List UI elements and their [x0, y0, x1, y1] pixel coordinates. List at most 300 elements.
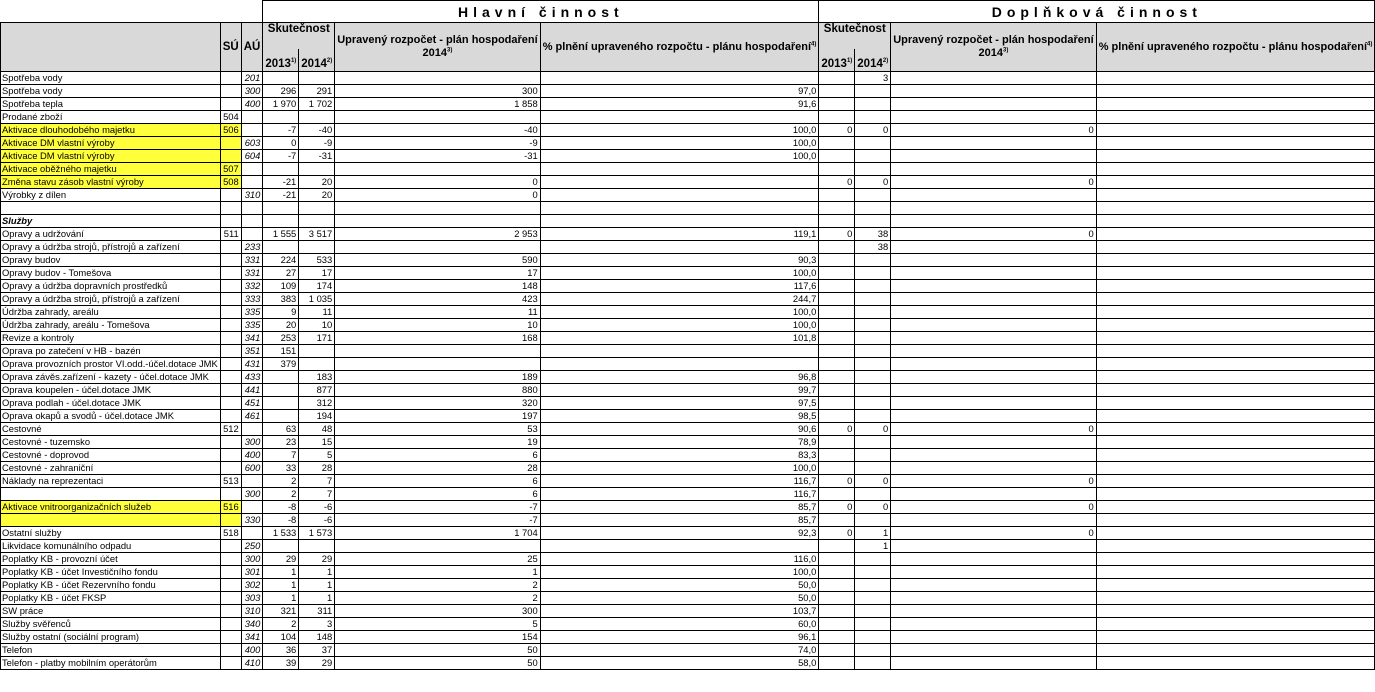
cell-au	[241, 124, 263, 137]
cell-side-percent	[1096, 436, 1375, 449]
cell-g	[891, 566, 1096, 579]
cell-b: 3 517	[299, 228, 335, 241]
cell-au: 300	[241, 436, 263, 449]
cell-e	[819, 644, 855, 657]
cell-au: 201	[241, 72, 263, 85]
cell-d	[540, 215, 819, 228]
cell-name: Prodané zboží	[1, 111, 221, 124]
cell-e	[819, 410, 855, 423]
cell-d: 117,6	[540, 280, 819, 293]
cell-au	[241, 423, 263, 436]
table-row	[1, 293, 1375, 306]
cell-e	[819, 189, 855, 202]
cell-f: 3	[855, 72, 891, 85]
cell-side-percent	[1096, 202, 1375, 215]
cell-side-percent	[1096, 267, 1375, 280]
cell-c: 1	[335, 566, 540, 579]
table-row	[1, 527, 1375, 540]
cell-b: 17	[299, 267, 335, 280]
cell-a: 27	[263, 267, 299, 280]
cell-f	[855, 319, 891, 332]
cell-b: 29	[299, 553, 335, 566]
cell-d	[540, 176, 819, 189]
cell-a	[263, 371, 299, 384]
cell-side-percent	[1096, 397, 1375, 410]
cell-g	[891, 540, 1096, 553]
cell-c: 2	[335, 579, 540, 592]
cell-a: 36	[263, 644, 299, 657]
cell-name: Telefon	[1, 644, 221, 657]
cell-e	[819, 579, 855, 592]
cell-name: Změna stavu zásob vlastní výroby	[1, 176, 221, 189]
header-plneni-side: % plnění upraveného rozpočtu - plánu hospodaření$^{4)}$	[1096, 23, 1375, 72]
cell-su	[220, 488, 241, 501]
cell-name: Spotřeba tepla	[1, 98, 221, 111]
cell-e	[819, 488, 855, 501]
cell-f	[855, 514, 891, 527]
cell-a: -21	[263, 176, 299, 189]
cell-g	[891, 267, 1096, 280]
table-row	[1, 462, 1375, 475]
cell-g	[891, 293, 1096, 306]
cell-g	[891, 462, 1096, 475]
cell-side-percent	[1096, 605, 1375, 618]
cell-f	[855, 189, 891, 202]
cell-au: 303	[241, 592, 263, 605]
cell-side-percent	[1096, 488, 1375, 501]
cell-side-percent	[1096, 579, 1375, 592]
cell-b: 171	[299, 332, 335, 345]
cell-d: 91,6	[540, 98, 819, 111]
cell-c: 0	[335, 189, 540, 202]
header-plneni-main: % plnění upraveného rozpočtu - plánu hospodaření$^{4)}$	[540, 23, 819, 72]
table-row	[1, 657, 1375, 670]
header-upraveny-main: Upravený rozpočet - plán hospodaření 2014$^{3)}$	[335, 23, 540, 72]
cell-c: -7	[335, 514, 540, 527]
cell-g	[891, 605, 1096, 618]
cell-c: 0	[335, 176, 540, 189]
cell-b: 194	[299, 410, 335, 423]
cell-g	[891, 514, 1096, 527]
table-row	[1, 358, 1375, 371]
cell-d: 60,0	[540, 618, 819, 631]
cell-a: 23	[263, 436, 299, 449]
cell-f	[855, 293, 891, 306]
cell-name: Aktivace DM vlastní výroby	[1, 137, 221, 150]
cell-e	[819, 345, 855, 358]
cell-c: 2 953	[335, 228, 540, 241]
cell-a	[263, 540, 299, 553]
cell-e	[819, 553, 855, 566]
cell-a: 224	[263, 254, 299, 267]
cell-su	[220, 605, 241, 618]
cell-f	[855, 85, 891, 98]
cell-su	[220, 72, 241, 85]
cell-d: 103,7	[540, 605, 819, 618]
table-row	[1, 592, 1375, 605]
cell-au: 233	[241, 241, 263, 254]
table-row	[1, 488, 1375, 501]
cell-d: 100,0	[540, 137, 819, 150]
cell-b: 28	[299, 462, 335, 475]
cell-su	[220, 371, 241, 384]
cell-f	[855, 618, 891, 631]
cell-side-percent	[1096, 189, 1375, 202]
cell-name: Cestovné	[1, 423, 221, 436]
cell-g: 0	[891, 124, 1096, 137]
cell-name: Údržba zahrady, areálu - Tomešova	[1, 319, 221, 332]
cell-g	[891, 215, 1096, 228]
cell-b: 1 035	[299, 293, 335, 306]
cell-au: 330	[241, 514, 263, 527]
cell-a: 2	[263, 475, 299, 488]
cell-b: 183	[299, 371, 335, 384]
table-row	[1, 475, 1375, 488]
cell-name: Oprava podlah - účel.dotace JMK	[1, 397, 221, 410]
header-name-blank	[1, 23, 221, 72]
cell-side-percent	[1096, 566, 1375, 579]
cell-b: 15	[299, 436, 335, 449]
cell-name: Služby	[1, 215, 221, 228]
cell-c: 5	[335, 618, 540, 631]
cell-au: 400	[241, 449, 263, 462]
cell-g	[891, 163, 1096, 176]
cell-name: Oprava po zatečení v HB - bazén	[1, 345, 221, 358]
cell-f: 1	[855, 540, 891, 553]
cell-a: 1	[263, 592, 299, 605]
cell-d: 90,3	[540, 254, 819, 267]
cell-a: 33	[263, 462, 299, 475]
cell-b: 1 573	[299, 527, 335, 540]
cell-e	[819, 371, 855, 384]
cell-d	[540, 345, 819, 358]
cell-g	[891, 384, 1096, 397]
cell-su	[220, 592, 241, 605]
cell-side-percent	[1096, 137, 1375, 150]
cell-au: 310	[241, 189, 263, 202]
cell-b: 10	[299, 319, 335, 332]
cell-b: 1	[299, 566, 335, 579]
main-activity-title: Hlavní činnost	[263, 1, 819, 23]
cell-au: 335	[241, 306, 263, 319]
cell-c: 11	[335, 306, 540, 319]
cell-su	[220, 85, 241, 98]
cell-name: Cestovné - zahraniční	[1, 462, 221, 475]
cell-g	[891, 85, 1096, 98]
cell-su	[220, 644, 241, 657]
side-activity-title: Doplňková činnost	[819, 1, 1375, 23]
cell-a: 29	[263, 553, 299, 566]
cell-a: 0	[263, 137, 299, 150]
cell-f: 1	[855, 527, 891, 540]
cell-c: 10	[335, 319, 540, 332]
cell-au: 410	[241, 657, 263, 670]
cell-g	[891, 137, 1096, 150]
cell-b: 1	[299, 579, 335, 592]
cell-c: 168	[335, 332, 540, 345]
cell-f	[855, 566, 891, 579]
cell-d: 98,5	[540, 410, 819, 423]
table-row	[1, 397, 1375, 410]
cell-d: 100,0	[540, 319, 819, 332]
cell-au	[241, 202, 263, 215]
table-row	[1, 553, 1375, 566]
cell-g	[891, 644, 1096, 657]
cell-c: -31	[335, 150, 540, 163]
cell-b	[299, 345, 335, 358]
cell-c: 50	[335, 644, 540, 657]
header-skutecnost-main: Skutečnost	[263, 23, 335, 50]
cell-f	[855, 488, 891, 501]
table-row	[1, 319, 1375, 332]
cell-c: 53	[335, 423, 540, 436]
cell-d: 96,8	[540, 371, 819, 384]
cell-name: Likvidace komunálního odpadu	[1, 540, 221, 553]
header-row	[1, 23, 1375, 50]
cell-c	[335, 202, 540, 215]
cell-e: 0	[819, 475, 855, 488]
cell-su	[220, 137, 241, 150]
table-row	[1, 384, 1375, 397]
cell-c: 28	[335, 462, 540, 475]
cell-name: Oprava koupelen - účel.dotace JMK	[1, 384, 221, 397]
table-row	[1, 280, 1375, 293]
table-row	[1, 618, 1375, 631]
cell-name: Oprava okapů a svodů - účel.dotace JMK	[1, 410, 221, 423]
cell-e	[819, 293, 855, 306]
cell-a: 1 533	[263, 527, 299, 540]
cell-au: 600	[241, 462, 263, 475]
cell-su	[220, 397, 241, 410]
cell-e: 0	[819, 527, 855, 540]
cell-c: -7	[335, 501, 540, 514]
table-row	[1, 436, 1375, 449]
cell-d: 50,0	[540, 579, 819, 592]
cell-d: 116,7	[540, 488, 819, 501]
cell-e	[819, 566, 855, 579]
cell-au: 335	[241, 319, 263, 332]
cell-e	[819, 280, 855, 293]
cell-su	[220, 657, 241, 670]
cell-e	[819, 72, 855, 85]
cell-name: Spotřeba vody	[1, 85, 221, 98]
cell-su	[220, 410, 241, 423]
cell-d: 244,7	[540, 293, 819, 306]
cell-b: 20	[299, 176, 335, 189]
cell-c: 6	[335, 449, 540, 462]
cell-f	[855, 98, 891, 111]
cell-name: Opravy budov - Tomešova	[1, 267, 221, 280]
cell-su	[220, 631, 241, 644]
cell-side-percent	[1096, 449, 1375, 462]
cell-b: 311	[299, 605, 335, 618]
cell-au: 332	[241, 280, 263, 293]
cell-d	[540, 540, 819, 553]
cell-e	[819, 631, 855, 644]
cell-su: 508	[220, 176, 241, 189]
cell-e	[819, 449, 855, 462]
cell-f	[855, 579, 891, 592]
cell-g: 0	[891, 176, 1096, 189]
cell-side-percent	[1096, 306, 1375, 319]
cell-b: 37	[299, 644, 335, 657]
cell-au: 433	[241, 371, 263, 384]
cell-side-percent	[1096, 215, 1375, 228]
cell-name: Revize a kontroly	[1, 332, 221, 345]
cell-su: 507	[220, 163, 241, 176]
cell-name	[1, 514, 221, 527]
cell-su	[220, 202, 241, 215]
cell-side-percent	[1096, 423, 1375, 436]
table-row	[1, 176, 1375, 189]
cell-side-percent	[1096, 501, 1375, 514]
cell-e	[819, 332, 855, 345]
cell-g	[891, 319, 1096, 332]
table-row	[1, 124, 1375, 137]
table-row	[1, 267, 1375, 280]
cell-b	[299, 241, 335, 254]
cell-au: 333	[241, 293, 263, 306]
cell-f	[855, 202, 891, 215]
cell-c: 320	[335, 397, 540, 410]
cell-f	[855, 163, 891, 176]
cell-c	[335, 72, 540, 85]
cell-g	[891, 254, 1096, 267]
table-row	[1, 111, 1375, 124]
cell-f	[855, 254, 891, 267]
cell-e	[819, 254, 855, 267]
cell-name: Služby svěřenců	[1, 618, 221, 631]
cell-d: 78,9	[540, 436, 819, 449]
table-row	[1, 644, 1375, 657]
cell-name: Poplatky KB - provozní účet	[1, 553, 221, 566]
cell-g	[891, 657, 1096, 670]
cell-b	[299, 202, 335, 215]
cell-d	[540, 111, 819, 124]
cell-a: 1 970	[263, 98, 299, 111]
cell-su	[220, 436, 241, 449]
cell-side-percent	[1096, 514, 1375, 527]
table-row	[1, 345, 1375, 358]
cell-e	[819, 267, 855, 280]
cell-f	[855, 449, 891, 462]
cell-side-percent	[1096, 358, 1375, 371]
cell-side-percent	[1096, 163, 1375, 176]
cell-d: 100,0	[540, 306, 819, 319]
cell-c	[335, 345, 540, 358]
cell-side-percent	[1096, 618, 1375, 631]
cell-d: 90,6	[540, 423, 819, 436]
cell-a	[263, 410, 299, 423]
cell-e	[819, 98, 855, 111]
cell-su: 512	[220, 423, 241, 436]
cell-name: SW práce	[1, 605, 221, 618]
cell-a: -21	[263, 189, 299, 202]
table-row	[1, 202, 1375, 215]
cell-b: 11	[299, 306, 335, 319]
cell-f	[855, 267, 891, 280]
table-row	[1, 605, 1375, 618]
cell-name: Opravy a udržování	[1, 228, 221, 241]
cell-side-percent	[1096, 345, 1375, 358]
cell-f	[855, 345, 891, 358]
cell-a	[263, 111, 299, 124]
table-row	[1, 410, 1375, 423]
cell-g	[891, 98, 1096, 111]
cell-su: 504	[220, 111, 241, 124]
cell-e	[819, 397, 855, 410]
cell-e	[819, 657, 855, 670]
cell-side-percent	[1096, 592, 1375, 605]
cell-name: Poplatky KB - účet Rezervního fondu	[1, 579, 221, 592]
cell-name: Oprava závěs.zařízení - kazety - účel.dotace JMK	[1, 371, 221, 384]
cell-b: -6	[299, 501, 335, 514]
cell-c: 25	[335, 553, 540, 566]
cell-a: 383	[263, 293, 299, 306]
cell-a: 9	[263, 306, 299, 319]
cell-e: 0	[819, 176, 855, 189]
cell-d	[540, 189, 819, 202]
cell-g	[891, 150, 1096, 163]
table-row	[1, 371, 1375, 384]
table-row	[1, 449, 1375, 462]
cell-au	[241, 527, 263, 540]
cell-f	[855, 384, 891, 397]
cell-d	[540, 163, 819, 176]
cell-d	[540, 202, 819, 215]
cell-f	[855, 644, 891, 657]
cell-side-percent	[1096, 85, 1375, 98]
cell-b: -40	[299, 124, 335, 137]
cell-e: 0	[819, 501, 855, 514]
cell-su	[220, 566, 241, 579]
cell-su	[220, 280, 241, 293]
cell-a: 379	[263, 358, 299, 371]
cell-g	[891, 436, 1096, 449]
cell-d: 116,0	[540, 553, 819, 566]
cell-au	[241, 228, 263, 241]
cell-name: Aktivace oběžného majetku	[1, 163, 221, 176]
cell-f	[855, 592, 891, 605]
cell-su	[220, 345, 241, 358]
cell-name: Služby ostatní (sociální program)	[1, 631, 221, 644]
cell-c: 148	[335, 280, 540, 293]
table-row	[1, 332, 1375, 345]
cell-a: -8	[263, 514, 299, 527]
cell-name: Telefon - platby mobilním operátorům	[1, 657, 221, 670]
cell-su	[220, 540, 241, 553]
cell-au	[241, 501, 263, 514]
cell-su	[220, 553, 241, 566]
cell-d: 97,0	[540, 85, 819, 98]
cell-d: 85,7	[540, 514, 819, 527]
table-body	[1, 72, 1375, 670]
cell-f	[855, 137, 891, 150]
header-2014-side: 2014$^{2)}$	[855, 49, 891, 72]
cell-f	[855, 397, 891, 410]
cell-f	[855, 150, 891, 163]
cell-side-percent	[1096, 657, 1375, 670]
table-row	[1, 579, 1375, 592]
cell-name	[1, 488, 221, 501]
cell-au: 250	[241, 540, 263, 553]
cell-au: 341	[241, 332, 263, 345]
cell-b: 5	[299, 449, 335, 462]
header-skutecnost-side: Skutečnost	[819, 23, 891, 50]
cell-c	[335, 163, 540, 176]
cell-su	[220, 358, 241, 371]
cell-e	[819, 462, 855, 475]
